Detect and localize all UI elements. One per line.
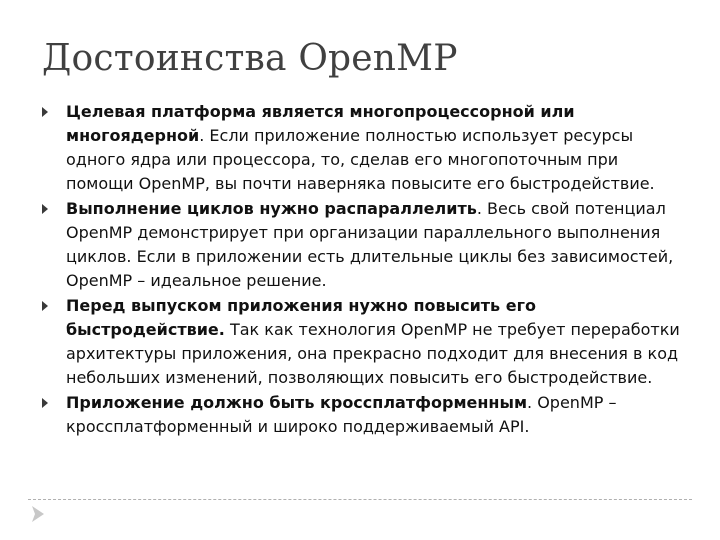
bullet-lead-text: Целевая платформа является многопроцессорной или многоядерной [66,102,575,145]
bullet-lead-text: Перед выпуском приложения нужно повысить его быстродействие. [66,296,536,339]
bullet-lead-text: Приложение должно быть кроссплатформенным [66,393,528,412]
triangle-bullet-icon [42,107,48,117]
bullet-item [42,197,682,293]
triangle-bullet-icon [42,204,48,214]
bullet-body-text: Так как технология OpenMP не требует переработки архитектуры приложения, она прекрасно подходит для внесения в код небольших изменений, позволяющих повысить его быстродействие. [66,320,680,387]
arrow-icon [31,505,45,523]
bullet-body-text: . OpenMP – кроссплатформенный и широко поддерживаемый API. [66,393,617,436]
triangle-bullet-icon [42,301,48,311]
slide-title: Достоинства OpenMP [42,38,458,79]
footer-divider [28,499,692,500]
bullet-body-text: . Если приложение полностью использует ресурсы одного ядра или процессора, то, сделав его многопоточным при помощи OpenMP, вы почти наверняка повысите его быстродействие. [66,126,655,193]
bullet-item [42,391,682,439]
bullet-body-text: . Весь свой потенциал OpenMP демонстрирует при организации параллельного выполнения циклов. Если в приложении есть длительные циклы без зависимостей, OpenMP – идеальное решение. [66,199,674,290]
bullet-list [42,100,682,440]
bullet-item [42,294,682,390]
triangle-bullet-icon [42,398,48,408]
bullet-lead-text: Выполнение циклов нужно распараллелить [66,199,477,218]
bullet-item [42,100,682,196]
